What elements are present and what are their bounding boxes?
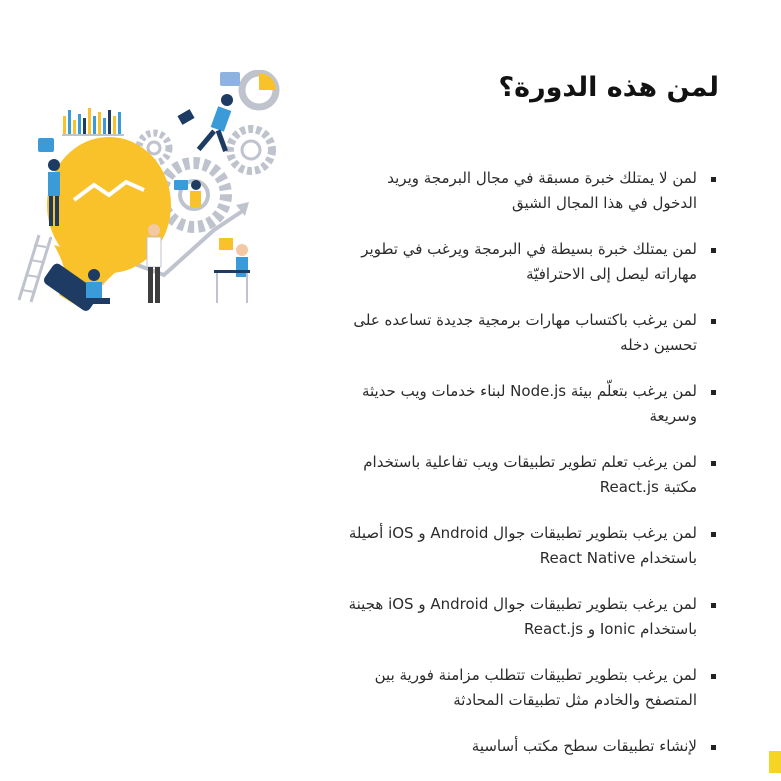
ladder-icon xyxy=(19,235,51,302)
scroll-tab[interactable] xyxy=(769,751,781,773)
list-item: لمن لا يمتلك خبرة مسبقة في مجال البرمجة ويريد الدخول في هذا المجال الشيق xyxy=(339,166,719,216)
list-item: لمن يرغب بتطوير تطبيقات تتطلب مزامنة فورية بين المتصفح والخادم مثل تطبيقات المحادثة xyxy=(339,663,719,713)
list-item: لمن يمتلك خبرة بسيطة في البرمجة ويرغب في تطوير مهاراته ليصل إلى الاحترافيّة xyxy=(339,237,719,287)
bar-chart-icon xyxy=(62,108,124,136)
list-item: لمن يرغب بتطوير تطبيقات جوال Android و iOS هجينة باستخدام Ionic و React.js xyxy=(339,592,719,642)
list-item: لمن يرغب بتطوير تطبيقات جوال Android و iOS أصيلة باستخدام React Native xyxy=(339,521,719,571)
list-item: لإنشاء تطبيقات سطح مكتب أساسية xyxy=(339,734,719,759)
list-item: لمن يرغب باكتساب مهارات برمجية جديدة تساعده على تحسين دخله xyxy=(339,308,719,358)
page-title: لمن هذه الدورة؟ xyxy=(498,72,719,103)
audience-list xyxy=(339,166,719,780)
list-item: لمن يرغب تعلم تطوير تطبيقات ويب تفاعلية باستخدام مكتبة React.js xyxy=(339,450,719,500)
developers-illustration xyxy=(14,70,284,320)
list-item: لمن يرغب بتعلّم بيئة Node.js لبناء خدمات ويب حديثة وسريعة xyxy=(339,379,719,429)
